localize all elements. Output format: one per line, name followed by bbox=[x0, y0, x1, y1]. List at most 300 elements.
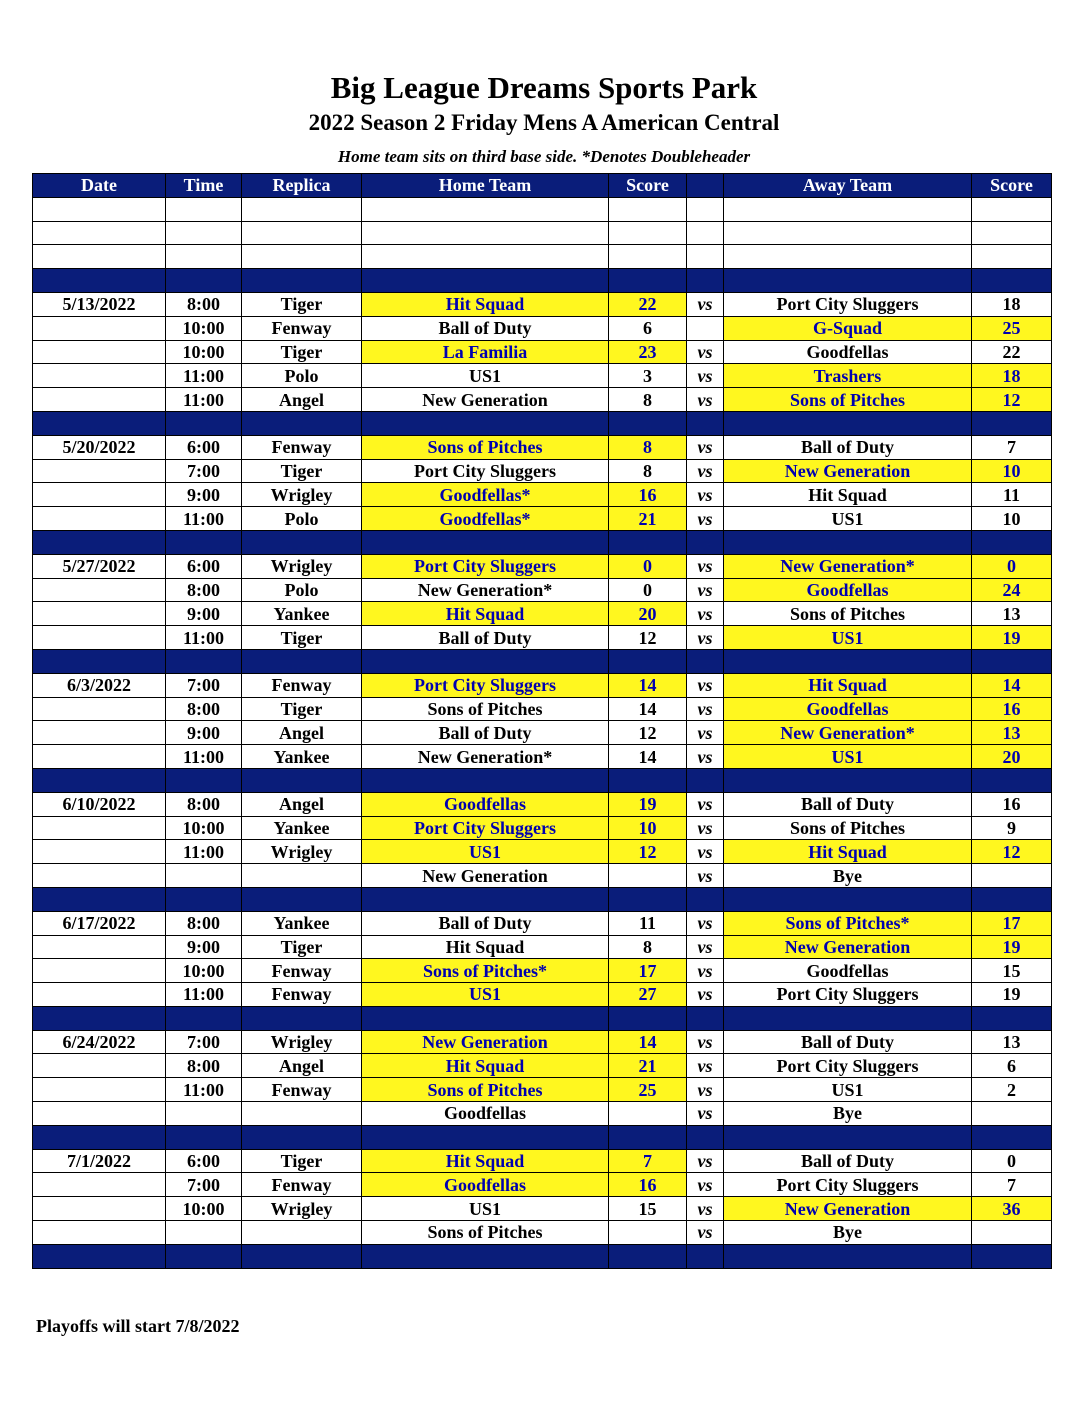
time-cell: 9:00 bbox=[166, 935, 242, 959]
away-team-cell: Ball of Duty bbox=[724, 792, 972, 816]
date-cell: 6/17/2022 bbox=[33, 911, 166, 935]
home-team-cell: Sons of Pitches bbox=[362, 435, 609, 459]
week-separator-cell bbox=[972, 1244, 1052, 1268]
col-header-vs bbox=[687, 174, 724, 198]
home-team-cell: New Generation bbox=[362, 1030, 609, 1054]
game-row bbox=[33, 697, 1052, 721]
away-team-cell: New Generation bbox=[724, 459, 972, 483]
away-score-cell: 17 bbox=[972, 911, 1052, 935]
away-score-cell: 16 bbox=[972, 697, 1052, 721]
time-cell: 8:00 bbox=[166, 792, 242, 816]
blank-row-cell bbox=[166, 245, 242, 269]
time-cell: 11:00 bbox=[166, 983, 242, 1007]
date-cell: 6/24/2022 bbox=[33, 1030, 166, 1054]
vs-cell: vs bbox=[687, 626, 724, 650]
week-separator-cell bbox=[166, 530, 242, 554]
date-cell bbox=[33, 1054, 166, 1078]
blank-row-cell bbox=[362, 197, 609, 221]
header-row bbox=[33, 174, 1052, 198]
replica-cell: Wrigley bbox=[242, 554, 362, 578]
vs-cell: vs bbox=[687, 745, 724, 769]
blank-row bbox=[33, 197, 1052, 221]
blank-row bbox=[33, 221, 1052, 245]
playoffs-note: Playoffs will start 7/8/2022 bbox=[36, 1316, 240, 1336]
replica-cell: Fenway bbox=[242, 1078, 362, 1102]
game-row bbox=[33, 1054, 1052, 1078]
week-separator-cell bbox=[33, 887, 166, 911]
week-separator-cell bbox=[242, 1006, 362, 1030]
week-separator-cell bbox=[687, 1006, 724, 1030]
replica-cell: Fenway bbox=[242, 316, 362, 340]
away-score-cell: 22 bbox=[972, 340, 1052, 364]
away-team-cell: G-Squad bbox=[724, 316, 972, 340]
time-cell: 11:00 bbox=[166, 507, 242, 531]
week-separator-cell bbox=[724, 649, 972, 673]
home-score-cell: 16 bbox=[609, 483, 687, 507]
date-cell bbox=[33, 602, 166, 626]
away-team-cell: New Generation* bbox=[724, 554, 972, 578]
home-score-cell: 14 bbox=[609, 673, 687, 697]
date-cell: 5/27/2022 bbox=[33, 554, 166, 578]
week-separator-cell bbox=[972, 1006, 1052, 1030]
week-separator-cell bbox=[33, 1244, 166, 1268]
time-cell: 9:00 bbox=[166, 721, 242, 745]
home-team-cell: New Generation bbox=[362, 864, 609, 888]
time-cell: 9:00 bbox=[166, 483, 242, 507]
vs-cell: vs bbox=[687, 602, 724, 626]
week-separator-cell bbox=[242, 411, 362, 435]
date-cell bbox=[33, 721, 166, 745]
replica-cell: Tiger bbox=[242, 1149, 362, 1173]
date-cell bbox=[33, 983, 166, 1007]
game-row bbox=[33, 1030, 1052, 1054]
week-separator-cell bbox=[242, 530, 362, 554]
vs-cell: vs bbox=[687, 1221, 724, 1245]
away-score-cell: 0 bbox=[972, 1149, 1052, 1173]
week-separator-cell bbox=[242, 269, 362, 293]
week-separator bbox=[33, 768, 1052, 792]
week-separator bbox=[33, 411, 1052, 435]
game-row bbox=[33, 459, 1052, 483]
away-score-cell: 13 bbox=[972, 721, 1052, 745]
game-row bbox=[33, 364, 1052, 388]
home-team-cell: Sons of Pitches* bbox=[362, 959, 609, 983]
game-row bbox=[33, 1149, 1052, 1173]
week-separator-cell bbox=[362, 411, 609, 435]
week-separator-cell bbox=[724, 768, 972, 792]
vs-cell: vs bbox=[687, 459, 724, 483]
away-score-cell bbox=[972, 1102, 1052, 1126]
home-team-cell: Ball of Duty bbox=[362, 626, 609, 650]
game-row bbox=[33, 673, 1052, 697]
date-cell: 5/13/2022 bbox=[33, 292, 166, 316]
replica-cell: Fenway bbox=[242, 1173, 362, 1197]
game-row bbox=[33, 507, 1052, 531]
blank-row-cell bbox=[362, 245, 609, 269]
week-separator bbox=[33, 1244, 1052, 1268]
blank-row-cell bbox=[362, 221, 609, 245]
home-score-cell: 7 bbox=[609, 1149, 687, 1173]
blank-row-cell bbox=[972, 197, 1052, 221]
away-score-cell: 11 bbox=[972, 483, 1052, 507]
home-team-cell: New Generation* bbox=[362, 745, 609, 769]
game-row bbox=[33, 1221, 1052, 1245]
away-score-cell: 18 bbox=[972, 364, 1052, 388]
home-team-cell: Port City Sluggers bbox=[362, 816, 609, 840]
home-team-cell: Goodfellas* bbox=[362, 483, 609, 507]
vs-cell: vs bbox=[687, 935, 724, 959]
vs-cell: vs bbox=[687, 1197, 724, 1221]
home-team-cell: Hit Squad bbox=[362, 1054, 609, 1078]
week-separator-cell bbox=[242, 1125, 362, 1149]
week-separator-cell bbox=[362, 530, 609, 554]
week-separator-cell bbox=[972, 649, 1052, 673]
week-separator-cell bbox=[724, 1244, 972, 1268]
home-score-cell: 25 bbox=[609, 1078, 687, 1102]
date-cell bbox=[33, 340, 166, 364]
week-separator-cell bbox=[724, 411, 972, 435]
week-separator-cell bbox=[166, 1244, 242, 1268]
away-score-cell: 14 bbox=[972, 673, 1052, 697]
replica-cell: Polo bbox=[242, 507, 362, 531]
away-team-cell: New Generation bbox=[724, 935, 972, 959]
time-cell: 6:00 bbox=[166, 435, 242, 459]
away-team-cell: US1 bbox=[724, 626, 972, 650]
week-separator-cell bbox=[687, 649, 724, 673]
game-row bbox=[33, 1173, 1052, 1197]
week-separator-cell bbox=[609, 1125, 687, 1149]
blank-row-cell bbox=[687, 197, 724, 221]
away-score-cell: 7 bbox=[972, 1173, 1052, 1197]
away-team-cell: Sons of Pitches bbox=[724, 388, 972, 412]
week-separator-cell bbox=[166, 1125, 242, 1149]
away-team-cell: Hit Squad bbox=[724, 673, 972, 697]
date-cell: 6/10/2022 bbox=[33, 792, 166, 816]
blank-row bbox=[33, 245, 1052, 269]
away-score-cell: 2 bbox=[972, 1078, 1052, 1102]
time-cell: 11:00 bbox=[166, 364, 242, 388]
time-cell bbox=[166, 864, 242, 888]
replica-cell: Yankee bbox=[242, 911, 362, 935]
away-team-cell: Ball of Duty bbox=[724, 1030, 972, 1054]
home-score-cell: 16 bbox=[609, 1173, 687, 1197]
replica-cell: Tiger bbox=[242, 459, 362, 483]
home-score-cell: 0 bbox=[609, 578, 687, 602]
vs-cell: vs bbox=[687, 388, 724, 412]
away-team-cell: US1 bbox=[724, 745, 972, 769]
week-separator-cell bbox=[33, 649, 166, 673]
replica-cell: Tiger bbox=[242, 340, 362, 364]
vs-cell: vs bbox=[687, 911, 724, 935]
home-team-cell: Hit Squad bbox=[362, 602, 609, 626]
game-row bbox=[33, 602, 1052, 626]
time-cell: 10:00 bbox=[166, 959, 242, 983]
away-score-cell: 13 bbox=[972, 602, 1052, 626]
home-team-cell: Goodfellas* bbox=[362, 507, 609, 531]
week-separator-cell bbox=[242, 768, 362, 792]
date-cell bbox=[33, 364, 166, 388]
vs-cell: vs bbox=[687, 864, 724, 888]
away-score-cell: 19 bbox=[972, 935, 1052, 959]
home-team-cell: Port City Sluggers bbox=[362, 673, 609, 697]
week-separator-cell bbox=[724, 530, 972, 554]
vs-cell: vs bbox=[687, 983, 724, 1007]
home-score-cell: 8 bbox=[609, 435, 687, 459]
date-cell bbox=[33, 388, 166, 412]
week-separator bbox=[33, 649, 1052, 673]
week-separator-cell bbox=[33, 411, 166, 435]
time-cell: 11:00 bbox=[166, 626, 242, 650]
vs-cell: vs bbox=[687, 1173, 724, 1197]
home-team-cell: Sons of Pitches bbox=[362, 1078, 609, 1102]
time-cell: 6:00 bbox=[166, 554, 242, 578]
game-row bbox=[33, 1197, 1052, 1221]
week-separator-cell bbox=[687, 887, 724, 911]
replica-cell: Yankee bbox=[242, 602, 362, 626]
home-team-cell: US1 bbox=[362, 1197, 609, 1221]
date-cell bbox=[33, 816, 166, 840]
replica-cell: Fenway bbox=[242, 959, 362, 983]
time-cell: 8:00 bbox=[166, 697, 242, 721]
time-cell: 10:00 bbox=[166, 316, 242, 340]
away-score-cell: 19 bbox=[972, 983, 1052, 1007]
away-team-cell: Port City Sluggers bbox=[724, 983, 972, 1007]
vs-cell: vs bbox=[687, 1078, 724, 1102]
game-row bbox=[33, 435, 1052, 459]
week-separator-cell bbox=[609, 530, 687, 554]
away-team-cell: Port City Sluggers bbox=[724, 1173, 972, 1197]
home-score-cell: 14 bbox=[609, 745, 687, 769]
date-cell bbox=[33, 626, 166, 650]
home-score-cell: 21 bbox=[609, 1054, 687, 1078]
col-header-away-team: Away Team bbox=[724, 174, 972, 198]
week-separator-cell bbox=[724, 887, 972, 911]
week-separator-cell bbox=[972, 530, 1052, 554]
away-team-cell: New Generation* bbox=[724, 721, 972, 745]
schedule-note: Home team sits on third base side. *Denotes Doubleheader bbox=[337, 147, 751, 166]
vs-cell: vs bbox=[687, 435, 724, 459]
vs-cell: vs bbox=[687, 959, 724, 983]
week-separator-cell bbox=[724, 1125, 972, 1149]
home-score-cell: 21 bbox=[609, 507, 687, 531]
home-score-cell: 12 bbox=[609, 721, 687, 745]
home-team-cell: Sons of Pitches bbox=[362, 1221, 609, 1245]
game-row bbox=[33, 1078, 1052, 1102]
col-header-replica: Replica bbox=[242, 174, 362, 198]
week-separator-cell bbox=[166, 269, 242, 293]
game-row bbox=[33, 816, 1052, 840]
game-row bbox=[33, 554, 1052, 578]
replica-cell: Wrigley bbox=[242, 483, 362, 507]
date-cell bbox=[33, 840, 166, 864]
week-separator bbox=[33, 1125, 1052, 1149]
date-cell bbox=[33, 1102, 166, 1126]
away-team-cell: Goodfellas bbox=[724, 697, 972, 721]
away-team-cell: Bye bbox=[724, 1221, 972, 1245]
week-separator-cell bbox=[687, 269, 724, 293]
time-cell: 9:00 bbox=[166, 602, 242, 626]
week-separator bbox=[33, 530, 1052, 554]
away-team-cell: New Generation bbox=[724, 1197, 972, 1221]
replica-cell: Tiger bbox=[242, 935, 362, 959]
home-team-cell: Hit Squad bbox=[362, 935, 609, 959]
vs-cell: vs bbox=[687, 816, 724, 840]
home-score-cell: 17 bbox=[609, 959, 687, 983]
vs-cell: vs bbox=[687, 1054, 724, 1078]
time-cell: 10:00 bbox=[166, 340, 242, 364]
game-row bbox=[33, 959, 1052, 983]
vs-cell: vs bbox=[687, 792, 724, 816]
away-score-cell bbox=[972, 1221, 1052, 1245]
week-separator-cell bbox=[972, 768, 1052, 792]
date-cell bbox=[33, 316, 166, 340]
away-score-cell: 9 bbox=[972, 816, 1052, 840]
away-score-cell: 7 bbox=[972, 435, 1052, 459]
game-row bbox=[33, 911, 1052, 935]
vs-cell: vs bbox=[687, 507, 724, 531]
week-separator-cell bbox=[609, 649, 687, 673]
away-score-cell: 12 bbox=[972, 840, 1052, 864]
page-subtitle: 2022 Season 2 Friday Mens A American Central bbox=[308, 110, 780, 135]
week-separator-cell bbox=[362, 269, 609, 293]
away-team-cell: US1 bbox=[724, 1078, 972, 1102]
blank-row-cell bbox=[724, 221, 972, 245]
schedule-body bbox=[33, 197, 1052, 1268]
home-team-cell: Hit Squad bbox=[362, 1149, 609, 1173]
vs-cell: vs bbox=[687, 292, 724, 316]
replica-cell: Yankee bbox=[242, 816, 362, 840]
game-row bbox=[33, 626, 1052, 650]
blank-row-cell bbox=[166, 221, 242, 245]
date-cell bbox=[33, 959, 166, 983]
col-header-home-score: Score bbox=[609, 174, 687, 198]
vs-cell bbox=[687, 316, 724, 340]
home-score-cell: 15 bbox=[609, 1197, 687, 1221]
replica-cell: Angel bbox=[242, 792, 362, 816]
week-separator-cell bbox=[33, 1125, 166, 1149]
away-team-cell: Hit Squad bbox=[724, 483, 972, 507]
away-score-cell: 10 bbox=[972, 507, 1052, 531]
week-separator-cell bbox=[33, 1006, 166, 1030]
replica-cell bbox=[242, 864, 362, 888]
time-cell: 10:00 bbox=[166, 1197, 242, 1221]
away-team-cell: Sons of Pitches bbox=[724, 602, 972, 626]
home-score-cell bbox=[609, 1102, 687, 1126]
week-separator bbox=[33, 887, 1052, 911]
away-team-cell: Port City Sluggers bbox=[724, 1054, 972, 1078]
home-score-cell: 27 bbox=[609, 983, 687, 1007]
game-row bbox=[33, 935, 1052, 959]
week-separator bbox=[33, 269, 1052, 293]
date-cell bbox=[33, 935, 166, 959]
away-score-cell: 18 bbox=[972, 292, 1052, 316]
game-row bbox=[33, 983, 1052, 1007]
replica-cell: Tiger bbox=[242, 697, 362, 721]
home-score-cell: 14 bbox=[609, 697, 687, 721]
replica-cell: Fenway bbox=[242, 673, 362, 697]
away-team-cell: Goodfellas bbox=[724, 959, 972, 983]
home-team-cell: Ball of Duty bbox=[362, 316, 609, 340]
replica-cell: Fenway bbox=[242, 435, 362, 459]
schedule-table bbox=[32, 173, 1052, 1269]
away-score-cell: 0 bbox=[972, 554, 1052, 578]
game-row bbox=[33, 1102, 1052, 1126]
replica-cell bbox=[242, 1102, 362, 1126]
time-cell bbox=[166, 1221, 242, 1245]
home-team-cell: Goodfellas bbox=[362, 1173, 609, 1197]
week-separator-cell bbox=[362, 1006, 609, 1030]
blank-row-cell bbox=[609, 221, 687, 245]
week-separator-cell bbox=[687, 530, 724, 554]
replica-cell: Polo bbox=[242, 364, 362, 388]
blank-row-cell bbox=[242, 245, 362, 269]
time-cell: 8:00 bbox=[166, 1054, 242, 1078]
time-cell: 7:00 bbox=[166, 1030, 242, 1054]
date-cell bbox=[33, 1221, 166, 1245]
away-score-cell: 24 bbox=[972, 578, 1052, 602]
week-separator-cell bbox=[166, 768, 242, 792]
away-team-cell: Goodfellas bbox=[724, 340, 972, 364]
replica-cell: Angel bbox=[242, 1054, 362, 1078]
home-score-cell: 0 bbox=[609, 554, 687, 578]
date-cell: 5/20/2022 bbox=[33, 435, 166, 459]
date-cell bbox=[33, 745, 166, 769]
week-separator-cell bbox=[166, 1006, 242, 1030]
vs-cell: vs bbox=[687, 340, 724, 364]
date-cell bbox=[33, 1078, 166, 1102]
home-team-cell: Ball of Duty bbox=[362, 721, 609, 745]
home-score-cell: 20 bbox=[609, 602, 687, 626]
game-row bbox=[33, 292, 1052, 316]
home-team-cell: US1 bbox=[362, 840, 609, 864]
blank-row-cell bbox=[972, 221, 1052, 245]
week-separator-cell bbox=[972, 411, 1052, 435]
away-team-cell: Ball of Duty bbox=[724, 1149, 972, 1173]
week-separator-cell bbox=[33, 530, 166, 554]
week-separator-cell bbox=[242, 1244, 362, 1268]
away-team-cell: Ball of Duty bbox=[724, 435, 972, 459]
away-team-cell: Hit Squad bbox=[724, 840, 972, 864]
date-cell bbox=[33, 578, 166, 602]
home-team-cell: New Generation* bbox=[362, 578, 609, 602]
date-cell bbox=[33, 1173, 166, 1197]
replica-cell: Wrigley bbox=[242, 840, 362, 864]
time-cell: 6:00 bbox=[166, 1149, 242, 1173]
home-score-cell: 10 bbox=[609, 816, 687, 840]
game-row bbox=[33, 864, 1052, 888]
vs-cell: vs bbox=[687, 483, 724, 507]
away-score-cell: 16 bbox=[972, 792, 1052, 816]
time-cell: 7:00 bbox=[166, 1173, 242, 1197]
week-separator-cell bbox=[166, 411, 242, 435]
blank-row-cell bbox=[687, 245, 724, 269]
away-score-cell bbox=[972, 864, 1052, 888]
vs-cell: vs bbox=[687, 840, 724, 864]
replica-cell: Angel bbox=[242, 721, 362, 745]
week-separator-cell bbox=[362, 1244, 609, 1268]
week-separator-cell bbox=[724, 1006, 972, 1030]
time-cell: 11:00 bbox=[166, 1078, 242, 1102]
week-separator-cell bbox=[609, 1244, 687, 1268]
home-score-cell: 14 bbox=[609, 1030, 687, 1054]
date-cell bbox=[33, 697, 166, 721]
time-cell: 11:00 bbox=[166, 388, 242, 412]
home-team-cell: Goodfellas bbox=[362, 1102, 609, 1126]
week-separator-cell bbox=[362, 1125, 609, 1149]
away-score-cell: 10 bbox=[972, 459, 1052, 483]
game-row bbox=[33, 316, 1052, 340]
week-separator-cell bbox=[724, 269, 972, 293]
